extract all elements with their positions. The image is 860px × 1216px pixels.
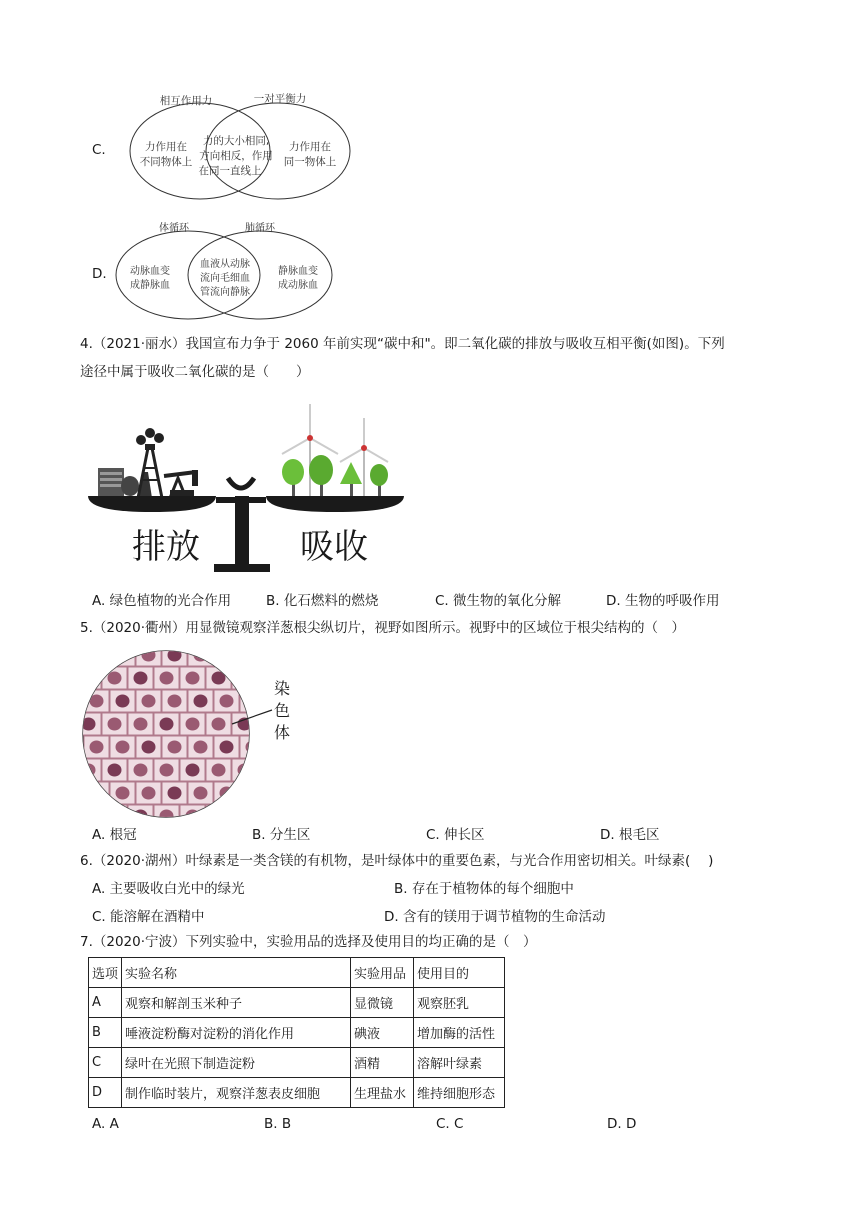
cell-nucleus	[194, 649, 208, 662]
cell-nucleus	[82, 810, 96, 823]
table-cell: 酒精	[351, 1048, 414, 1078]
cell-nucleus	[116, 741, 130, 754]
cell-nucleus	[194, 695, 208, 708]
option-a[interactable]: A. A	[92, 1116, 119, 1132]
cell-nucleus	[238, 810, 252, 823]
cell-nucleus	[220, 649, 234, 662]
cell-nucleus	[108, 718, 122, 731]
cell-nucleus	[160, 764, 174, 777]
balance-top	[228, 478, 254, 488]
right-text-2: 成动脉血	[278, 280, 318, 291]
option-b[interactable]: B. B	[264, 1116, 292, 1132]
table-cell: B	[89, 1018, 122, 1048]
cell-nucleus	[220, 695, 234, 708]
q3-option-c	[88, 88, 358, 208]
table-row	[89, 1018, 505, 1048]
cell-nucleus	[168, 695, 182, 708]
cell-wall	[180, 805, 205, 824]
cell-nucleus	[142, 649, 156, 662]
cell-wall	[84, 648, 109, 666]
q3-option-d	[88, 218, 348, 330]
cell-nucleus	[116, 695, 130, 708]
option-label: D.	[92, 266, 107, 282]
option-d[interactable]: D. D	[607, 1116, 637, 1132]
right-text-2: 同一物体上	[283, 156, 337, 168]
cell-nucleus	[246, 695, 260, 708]
header-cell: 使用目的	[414, 958, 505, 988]
experiment-table	[88, 957, 505, 1108]
cell-wall	[206, 805, 231, 824]
cell-nucleus	[168, 741, 182, 754]
table-cell: 生理盐水	[351, 1078, 414, 1108]
cell-nucleus	[82, 672, 96, 685]
figure-label-1: 染	[274, 679, 291, 698]
cell-wall	[240, 690, 265, 712]
table-row	[89, 1048, 505, 1078]
middle-text-2: 方向相反，作用	[199, 150, 273, 162]
right-title: 一对平衡力	[253, 93, 307, 105]
cell-wall	[128, 805, 153, 824]
table-cell: 显微镜	[351, 988, 414, 1018]
table-cell: 维持细胞形态	[414, 1078, 505, 1108]
header-cell: 实验用品	[351, 958, 414, 988]
option-a[interactable]: A. 根冠	[92, 827, 137, 843]
option-label: C.	[92, 142, 106, 158]
cell-wall	[232, 805, 257, 824]
onion-root-cells	[82, 648, 265, 824]
middle-text-1: 力的大小相同,	[202, 135, 270, 147]
option-c[interactable]: C. 能溶解在酒精中	[92, 909, 205, 925]
cell-nucleus	[116, 787, 130, 800]
right-text-1: 力作用在	[289, 141, 331, 153]
left-text-2: 成静脉血	[130, 280, 170, 291]
question-6-options	[92, 879, 792, 929]
left-text-1: 动脉血变	[130, 266, 170, 277]
table-cell: 制作临时装片，观察洋葱表皮细胞	[122, 1078, 351, 1108]
table-cell: 增加酶的活性	[414, 1018, 505, 1048]
option-c[interactable]: C. C	[436, 1116, 464, 1132]
cell-wall	[240, 648, 265, 666]
option-a[interactable]: A. 绿色植物的光合作用	[92, 593, 232, 609]
venn-diagram-c	[108, 88, 358, 206]
header-cell: 选项	[89, 958, 122, 988]
cell-wall	[188, 648, 213, 666]
cell-nucleus	[134, 764, 148, 777]
left-text-2: 不同物体上	[139, 156, 193, 168]
question-7-line-1: 7.（2020·宁波）下列实验中，实验用品的选择及使用目的均正确的是（ ）	[80, 934, 537, 950]
left-title: 体循环	[159, 223, 189, 234]
cell-nucleus	[142, 787, 156, 800]
figure-label-2: 色	[274, 701, 291, 720]
table-cell: 碘液	[351, 1018, 414, 1048]
venn-diagram-d	[108, 218, 338, 328]
left-text-1: 力作用在	[145, 141, 187, 153]
cell-nucleus	[220, 787, 234, 800]
cell-wall	[102, 805, 127, 824]
option-c[interactable]: C. 微生物的氧化分解	[435, 593, 562, 609]
cell-nucleus	[160, 810, 174, 823]
cell-nucleus	[116, 649, 130, 662]
cell-wall	[214, 782, 239, 804]
table-header-row	[89, 958, 505, 988]
cell-wall	[84, 782, 109, 804]
microscope-view-figure	[82, 648, 298, 824]
cell-nucleus	[160, 718, 174, 731]
cell-wall	[240, 782, 265, 804]
cell-wall	[82, 805, 101, 824]
middle-text-3: 管流向静脉	[200, 287, 250, 298]
cell-nucleus	[212, 718, 226, 731]
cell-nucleus	[134, 672, 148, 685]
cell-nucleus	[142, 741, 156, 754]
cell-nucleus	[186, 718, 200, 731]
cell-nucleus	[142, 695, 156, 708]
cell-nucleus	[108, 764, 122, 777]
table-cell: 观察和解剖玉米种子	[122, 988, 351, 1018]
option-d[interactable]: D. 根毛区	[600, 827, 660, 843]
table-row	[89, 988, 505, 1018]
table-cell: 唾液淀粉酶对淀粉的消化作用	[122, 1018, 351, 1048]
cell-nucleus	[238, 672, 252, 685]
table-cell: A	[89, 988, 122, 1018]
middle-text-1: 血液从动脉	[200, 259, 250, 270]
left-pan	[88, 496, 216, 512]
middle-text-3: 在同一直线上	[198, 165, 262, 177]
option-d[interactable]: D. 含有的镁用于调节植物的生命活动	[384, 909, 606, 925]
header-cell: 实验名称	[122, 958, 351, 988]
option-a[interactable]: A. 主要吸收白光中的绿光	[92, 881, 245, 897]
table-cell: 绿叶在光照下制造淀粉	[122, 1048, 351, 1078]
cell-nucleus	[186, 672, 200, 685]
cell-nucleus	[246, 787, 260, 800]
cell-nucleus	[90, 741, 104, 754]
question-5-line-1: 5.（2020·衢州）用显微镜观察洋葱根尖纵切片，视野如图所示。视野中的区域位于根尖结构的（ ）	[80, 620, 686, 636]
emission-label: 排放	[132, 527, 200, 567]
cell-nucleus	[246, 649, 260, 662]
cell-nucleus	[212, 810, 226, 823]
option-b[interactable]: B. 化石燃料的燃烧	[266, 593, 379, 609]
right-title: 肺循环	[245, 223, 275, 234]
cell-nucleus	[108, 672, 122, 685]
table-cell: 溶解叶绿素	[414, 1048, 505, 1078]
cell-wall	[240, 736, 265, 758]
cell-nucleus	[90, 649, 104, 662]
cell-nucleus	[212, 764, 226, 777]
option-b[interactable]: B. 存在于植物体的每个细胞中	[394, 881, 574, 897]
middle-text-2: 流向毛细血	[200, 273, 250, 284]
table-cell: C	[89, 1048, 122, 1078]
cell-nucleus	[194, 741, 208, 754]
right-pan	[266, 496, 404, 512]
option-b[interactable]: B. 分生区	[252, 827, 311, 843]
pump-jack-icon	[164, 470, 198, 498]
option-d[interactable]: D. 生物的呼吸作用	[606, 593, 720, 609]
right-text-1: 静脉血变	[278, 266, 318, 277]
cell-nucleus	[168, 787, 182, 800]
cell-nucleus	[90, 787, 104, 800]
balance-base	[214, 564, 270, 572]
left-title: 相互作用力	[159, 95, 213, 107]
trees-icon	[282, 455, 388, 496]
question-4-line-2: 途径中属于吸收二氧化碳的是（ ）	[80, 364, 310, 380]
balance-pillar	[235, 496, 249, 568]
cell-nucleus	[160, 672, 174, 685]
figure-label-3: 体	[274, 723, 291, 742]
table-cell: D	[89, 1078, 122, 1108]
cell-nucleus	[220, 741, 234, 754]
table-row	[89, 1078, 505, 1108]
cell-wall	[214, 648, 239, 666]
cell-nucleus	[238, 764, 252, 777]
cell-nucleus	[194, 787, 208, 800]
question-6-line-1: 6.（2020·湖州）叶绿素是一类含镁的有机物，是叶绿体中的重要色素，与光合作用密切相关。叶绿素( )	[80, 853, 714, 869]
absorption-label: 吸收	[300, 527, 368, 567]
option-c[interactable]: C. 伸长区	[426, 827, 485, 843]
question-4-line-1: 4.（2021·丽水）我国宣布力争于 2060 年前实现“碳中和"。即二氧化碳的排放与吸收互相平衡(如图)。下列	[80, 336, 725, 352]
cell-nucleus	[108, 810, 122, 823]
table-cell: 观察胚乳	[414, 988, 505, 1018]
question-4-text	[80, 332, 790, 384]
cell-wall	[232, 667, 257, 689]
cell-nucleus	[186, 764, 200, 777]
cell-nucleus	[134, 718, 148, 731]
carbon-balance-figure	[86, 400, 408, 576]
